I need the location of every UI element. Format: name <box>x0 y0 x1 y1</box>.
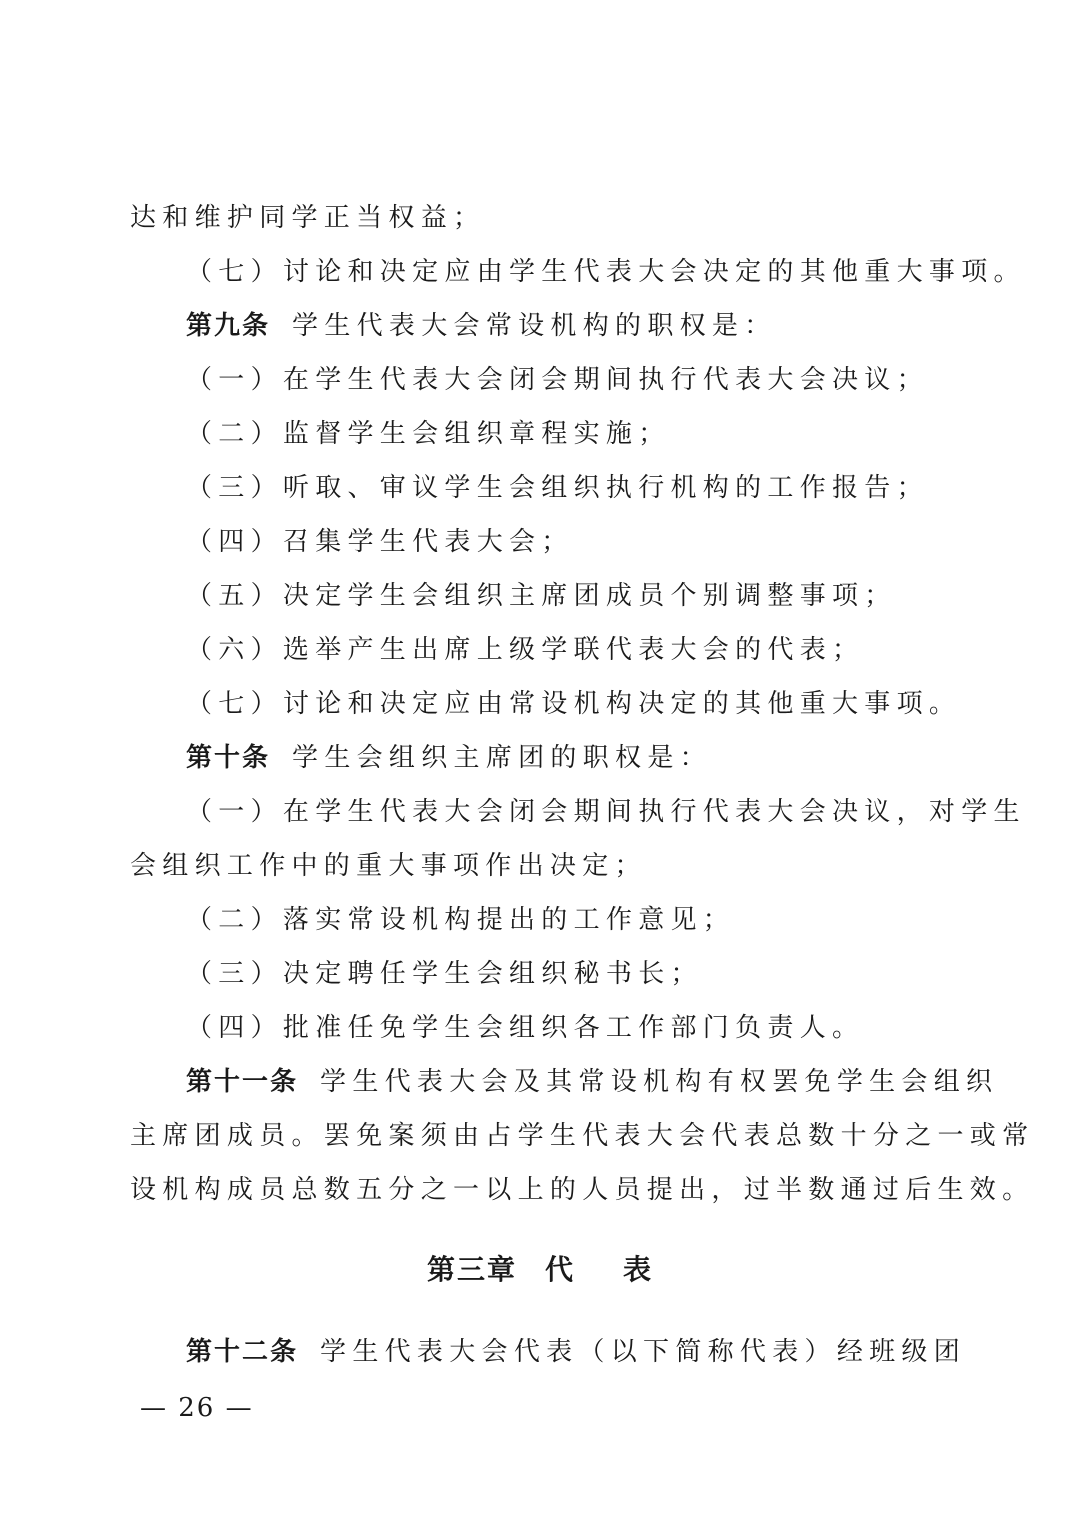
list-item: （三）听取、审议学生会组织执行机构的工作报告； <box>186 473 929 503</box>
article-9-heading: 第九条 <box>186 311 271 341</box>
list-item: （一）在学生代表大会闭会期间执行代表大会决议，对学生 <box>186 797 1026 827</box>
chapter-title-char-1: 代 <box>544 1253 575 1286</box>
chapter-heading <box>0 1250 1080 1290</box>
page-number: — 26 — <box>140 1393 254 1423</box>
paragraph-line: 达和维护同学正当权益； <box>130 203 486 233</box>
list-item: （二）落实常设机构提出的工作意见； <box>186 905 736 935</box>
list-item: （六）选举产生出席上级学联代表大会的代表； <box>186 635 865 665</box>
list-item: （五）决定学生会组织主席团成员个别调整事项； <box>186 581 897 611</box>
article-11-text: 学生代表大会及其常设机构有权罢免学生会组织 <box>320 1067 999 1097</box>
article-12-heading: 第十二条 <box>186 1337 299 1367</box>
article-10-text: 学生会组织主席团的职权是： <box>292 743 712 773</box>
article-12-text: 学生代表大会代表（以下简称代表）经班级团 <box>320 1337 967 1367</box>
article-11-line <box>186 1062 1006 1102</box>
paragraph-line: 设机构成员总数五分之一以上的人员提出，过半数通过后生效。 <box>130 1175 1035 1205</box>
chapter-title-char-2: 表 <box>623 1253 654 1286</box>
article-12-line <box>186 1332 1006 1372</box>
list-item: （七）讨论和决定应由常设机构决定的其他重大事项。 <box>186 689 962 719</box>
article-10-heading: 第十条 <box>186 743 271 773</box>
article-11-heading: 第十一条 <box>186 1067 299 1097</box>
paragraph-line: 主席团成员。罢免案须由占学生代表大会代表总数十分之一或常 <box>130 1121 1035 1151</box>
list-item: （四）召集学生代表大会； <box>186 527 574 557</box>
article-10-line <box>186 738 1006 778</box>
paragraph-line: 会组织工作中的重大事项作出决定； <box>130 851 647 881</box>
article-9-line <box>186 306 1006 346</box>
list-item: （一）在学生代表大会闭会期间执行代表大会决议； <box>186 365 929 395</box>
list-item: （四）批准任免学生会组织各工作部门负责人。 <box>186 1013 865 1043</box>
list-item: （二）监督学生会组织章程实施； <box>186 419 671 449</box>
list-item: （三）决定聘任学生会组织秘书长； <box>186 959 703 989</box>
article-9-text: 学生代表大会常设机构的职权是： <box>292 311 777 341</box>
chapter-number: 第三章 <box>426 1253 517 1286</box>
list-item: （七）讨论和决定应由学生代表大会决定的其他重大事项。 <box>186 257 1026 287</box>
